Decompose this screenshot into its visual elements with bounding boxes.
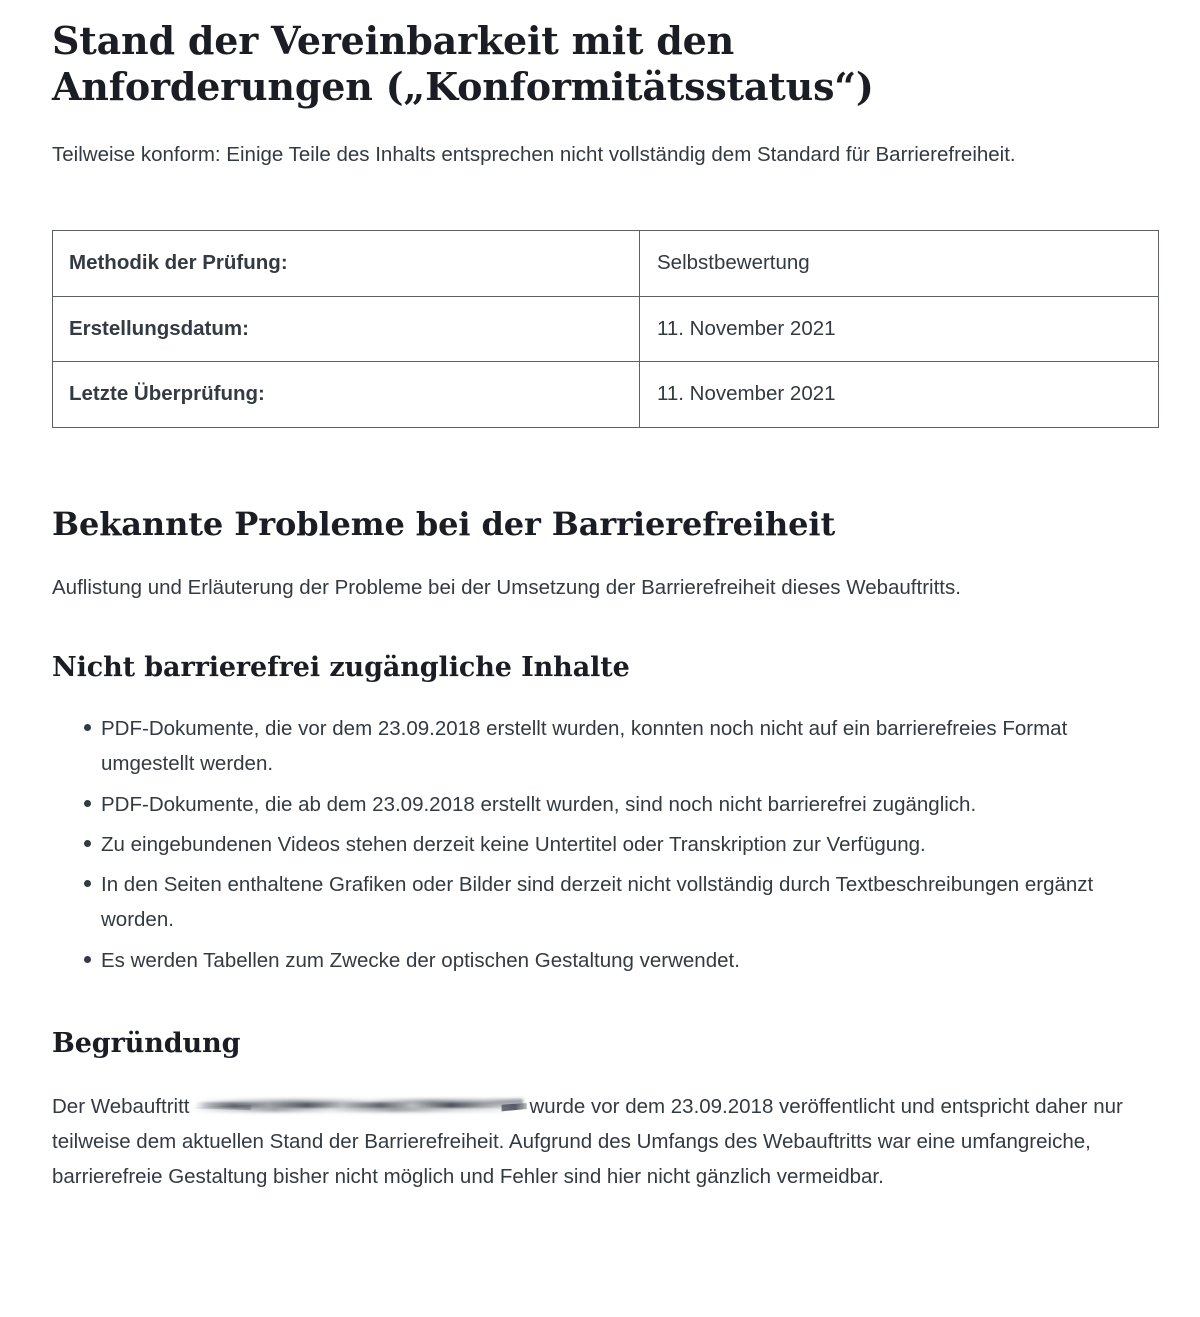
known-issues-heading: Bekannte Probleme bei der Barrierefreiheit [52, 505, 836, 544]
list-item-text: PDF-Dokumente, die vor dem 23.09.2018 erstellt wurden, konnten noch nicht auf ein barrierefreies Format umgestellt werden. [101, 717, 1068, 776]
list-item-text: Es werden Tabellen zum Zwecke der optischen Gestaltung verwendet. [101, 948, 740, 972]
list-item [52, 827, 1162, 862]
list-item [52, 711, 1162, 782]
page-title: Stand der Vereinbarkeit mit den Anforderungen („Konformitätsstatus“) [52, 18, 874, 110]
table-row [53, 362, 1159, 428]
table-row [53, 230, 1159, 296]
bullet-icon [84, 880, 91, 887]
redacted-website-name [191, 1094, 527, 1116]
table-cell-label: Methodik der Prüfung: [53, 230, 640, 296]
table-cell-value: Selbstbewertung [640, 230, 1159, 296]
list-item [52, 867, 1162, 938]
list-item [52, 787, 1162, 822]
inaccessible-content-list [52, 711, 1162, 978]
table-cell-value: 11. November 2021 [640, 362, 1159, 428]
reason-paragraph [52, 1089, 1162, 1195]
assessment-info-table [52, 230, 1159, 428]
table-cell-label: Erstellungsdatum: [53, 296, 640, 362]
conformity-status-paragraph: Teilweise konform: Einige Teile des Inhalts entsprechen nicht vollständig dem Standard für Barrierefreiheit. [52, 142, 1016, 166]
list-item-text: In den Seiten enthaltene Grafiken oder Bilder sind derzeit nicht vollständig durch Textbeschreibungen ergänzt worden. [101, 873, 1094, 932]
bullet-icon [84, 800, 91, 807]
blur-smear-upper [201, 1099, 523, 1104]
known-issues-intro-paragraph: Auflistung und Erläuterung der Probleme bei der Umsetzung der Barrierefreiheit dieses Webauftritts. [52, 576, 961, 600]
bullet-icon [84, 956, 91, 963]
content-column [52, 0, 1162, 1194]
table-cell-label: Letzte Überprüfung: [53, 362, 640, 428]
list-item-text: Zu eingebundenen Videos stehen derzeit keine Untertitel oder Transkription zur Verfügung. [101, 832, 926, 856]
list-item-text: PDF-Dokumente, die ab dem 23.09.2018 erstellt wurden, sind noch nicht barrierefrei zugänglich. [101, 792, 977, 816]
bullet-icon [84, 724, 91, 731]
inaccessible-content-heading: Nicht barrierefrei zugängliche Inhalte [52, 652, 630, 684]
list-item [52, 943, 1162, 978]
bullet-icon [84, 840, 91, 847]
table-cell-value: 11. November 2021 [640, 296, 1159, 362]
reason-text-after-redaction: wurde vor dem 23.09.2018 veröffentlicht und entspricht daher nur teilweise dem aktuellen Stand der Barrierefreiheit. Aufgrund des Umfangs des Webauftritts war eine umfangreiche, barrierefreie Gestaltung bisher nicht möglich und Fehler sind hier nicht gänzlich vermeidbar. [52, 1094, 1123, 1189]
table-row [53, 296, 1159, 362]
reason-text-before-redaction: Der Webauftritt [52, 1094, 190, 1118]
reason-heading: Begründung [52, 1027, 241, 1059]
